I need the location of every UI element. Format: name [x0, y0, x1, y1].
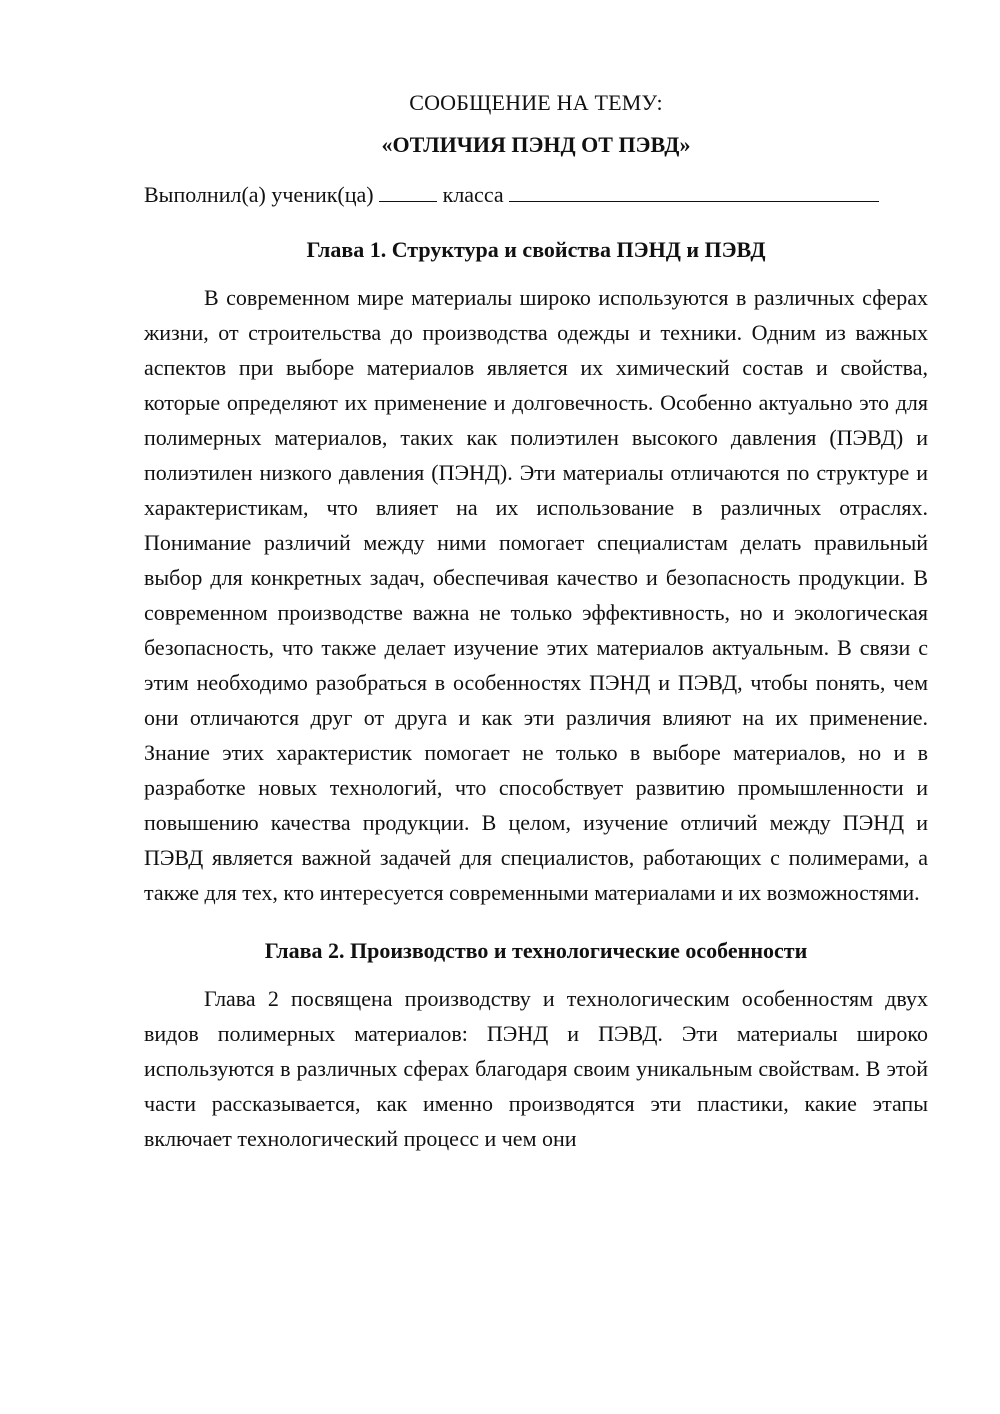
grade-blank — [379, 181, 437, 202]
author-prefix: Выполнил(а) ученик(ца) — [144, 182, 374, 207]
chapter-1-paragraph: В современном мире материалы широко используются в различных сферах жизни, от строительства до производства одежды и техники. Одним из важных аспектов при выборе материалов является их химический состав и свойства, которые определяют их применение и долговечность. Особенно актуально это для полимерных материалов, таких как полиэтилен высокого давления (ПЭВД) и полиэтилен низкого давления (ПЭНД). Эти материалы отличаются по структуре и характеристикам, что влияет на их использование в различных отраслях. Понимание различий между ними помогает специалистам делать правильный выбор для конкретных задач, обеспечивая качество и безопасность продукции. В современном производстве важна не только эффективность, но и экологическая безопасность, что также делает изучение этих материалов актуальным. В связи с этим необходимо разобраться в особенностях ПЭНД и ПЭВД, чтобы понять, чем они отличаются друг от друга и как эти различия влияют на их применение. Знание этих характеристик помогает не только в выборе материалов, но и в разработке новых технологий, что способствует развитию промышленности и повышению качества продукции. В целом, изучение отличий между ПЭНД и ПЭВД является важной задачей для специалистов, работающих с полимерами, а также для тех, кто интересуется современными материалами и их возможностями. — [144, 285, 928, 905]
chapter-2-heading: Глава 2. Производство и технологические особенности — [264, 938, 808, 963]
chapter-1-heading: Глава 1. Структура и свойства ПЭНД и ПЭВД — [306, 237, 766, 262]
chapter-2-paragraph: Глава 2 посвящена производству и технологическим особенностям двух видов полимерных материалов: ПЭНД и ПЭВД. Эти материалы широко используются в различных сферах благодаря своим уникальным свойствам. В этой части рассказывается, как именно производятся эти пластики, какие этапы включает технологический процесс и чем они — [144, 986, 928, 1151]
name-blank — [509, 181, 879, 202]
author-class-label: класса — [442, 182, 504, 207]
author-line — [144, 180, 928, 210]
document-body — [144, 88, 928, 1156]
title-line-1: СООБЩЕНИЕ НА ТЕМУ: — [409, 90, 663, 115]
title-line-2: «ОТЛИЧИЯ ПЭНД ОТ ПЭВД» — [381, 132, 691, 157]
